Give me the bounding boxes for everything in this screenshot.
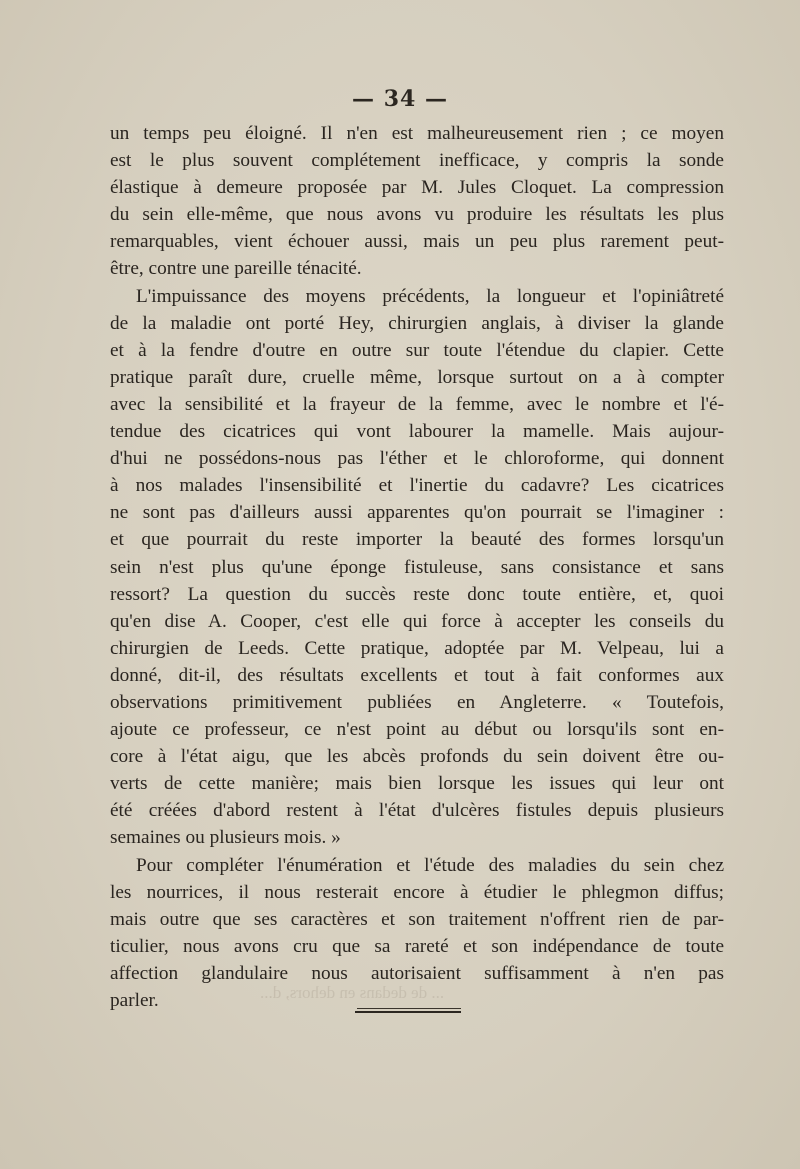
text-line: un temps peu éloigné. Il n'en est malheureusement rien ; ce moyen <box>110 123 724 144</box>
text-line: du sein elle-même, que nous avons vu produire les résultats les plus <box>110 204 724 226</box>
text-line: à nos malades l'insensibilité et l'inertie du cadavre? Les cicatrices <box>110 475 724 497</box>
text-line: sein n'est plus qu'une éponge fistuleuse, sans consistance et sans <box>110 556 724 578</box>
text-line: ticulier, nous avons cru que sa rareté et son indépendance de toute <box>110 935 724 957</box>
text-line: mais outre que ses caractères et son traitement n'offrent rien de par- <box>110 908 724 930</box>
text-line: qu'en dise A. Cooper, c'est elle qui force à accepter les conseils du <box>110 610 724 632</box>
text-line: avec la sensibilité et la frayeur de la femme, avec le nombre et l'é- <box>110 393 724 415</box>
text-line: pratique paraît dure, cruelle même, lorsque surtout on a à compter <box>110 366 724 388</box>
text-line: Pour compléter l'énumération et l'étude des maladies du sein chez <box>136 854 724 876</box>
text-line: verts de cette manière; mais bien lorsque les issues qui leur ont <box>110 773 724 795</box>
text-line: de la maladie ont porté Hey, chirurgien anglais, à diviser la glande <box>110 312 724 334</box>
text-line: ajoute ce professeur, ce n'est point au début ou lorsqu'ils sont en- <box>110 719 724 741</box>
text-line: chirurgien de Leeds. Cette pratique, adoptée par M. Velpeau, lui a <box>110 637 724 659</box>
rule-thin-line <box>357 1008 461 1009</box>
paragraph-2 <box>110 283 724 852</box>
body-text <box>110 120 724 1014</box>
text-line: les nourrices, il nous resterait encore à étudier le phlegmon diffus; <box>110 881 724 903</box>
text-line: et que pourrait du reste importer la beauté des formes lorsqu'un <box>110 529 724 551</box>
text-line: core à l'état aigu, que les abcès profonds du sein doivent être ou- <box>110 746 724 768</box>
page-number: — 34 — <box>352 86 448 112</box>
section-end-rule <box>355 1008 461 1014</box>
text-line: L'impuissance des moyens précédents, la longueur et l'opiniâtreté <box>136 285 724 307</box>
text-line: été créées d'abord restent à l'état d'ulcères fistules depuis plusieurs <box>110 800 724 822</box>
text-line: affection glandulaire nous autorisaient suffisamment à n'en pas <box>110 962 724 984</box>
text-line: élastique à demeure proposée par M. Jules Cloquet. La compression <box>110 177 724 199</box>
rule-thick-line <box>355 1011 461 1013</box>
text-line: d'hui ne possédons-nous pas l'éther et le chloroforme, qui donnent <box>110 448 724 470</box>
text-line: ressort? La question du succès reste donc toute entière, et, quoi <box>110 583 724 605</box>
text-line: tendue des cicatrices qui vont labourer la mamelle. Mais aujour- <box>110 421 724 443</box>
text-line: être, contre une pareille ténacité. <box>110 258 362 280</box>
paragraph-1 <box>110 120 724 283</box>
text-line: parler. <box>110 990 159 1011</box>
text-line: semaines ou plusieurs mois. » <box>110 827 341 849</box>
text-line: ne sont pas d'ailleurs aussi apparentes qu'on pourrait se l'imaginer : <box>110 502 724 524</box>
paragraph-3 <box>110 852 724 1015</box>
text-line: donné, dit-il, des résultats excellents et tout à fait conformes aux <box>110 664 724 686</box>
text-line: est le plus souvent complétement inefficace, y compris la sonde <box>110 150 724 172</box>
show-through-text: ... de dedans en dehors, d... <box>260 983 445 1002</box>
text-line: observations primitivement publiées en Angleterre. « Toutefois, <box>110 691 724 713</box>
text-line: remarquables, vient échouer aussi, mais un peu plus rarement peut- <box>110 231 724 253</box>
text-line: et à la fendre d'outre en outre sur toute l'étendue du clapier. Cette <box>110 339 724 361</box>
